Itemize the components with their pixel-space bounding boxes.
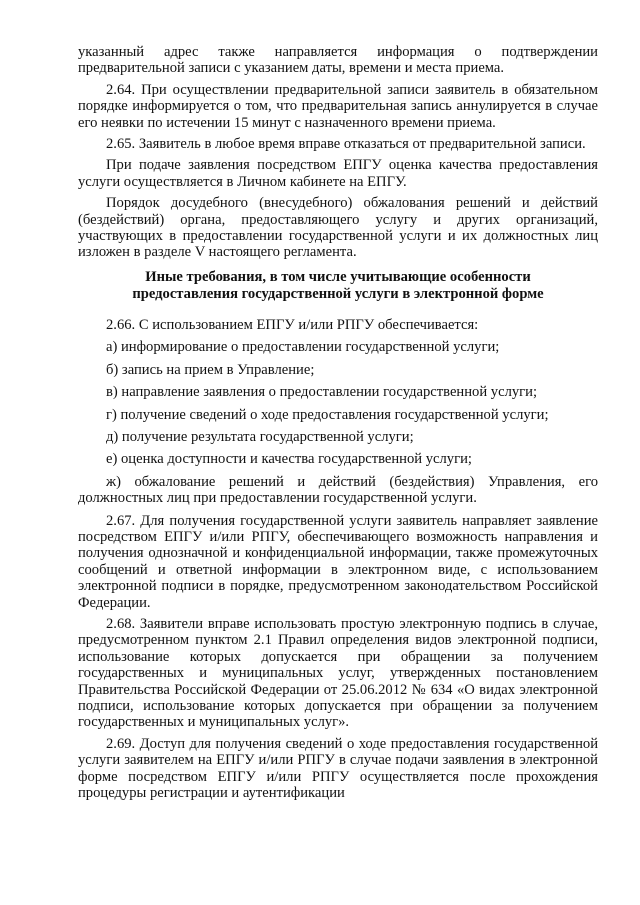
paragraph-2-65: 2.65. Заявитель в любое время вправе отказаться от предварительной записи. bbox=[106, 136, 586, 153]
list-item-d: д) получение результата государственной услуги; bbox=[106, 428, 414, 445]
list-item-g: г) получение сведений о ходе предоставления государственной услуги; bbox=[106, 406, 549, 423]
paragraph-continuation: указанный адрес также направляется информация о подтверждении предварительной записи с указанием даты, времени и места приема. bbox=[78, 44, 598, 77]
paragraph-2-69: 2.69. Доступ для получения сведений о ходе предоставления государственной услуги заявителем на ЕПГУ и/или РПГУ в случае подачи заявления в электронной форме посредством ЕПГУ и/или РПГУ осуществляется после прохождения процедуры регистрации и аутентификации bbox=[78, 735, 598, 802]
list-item-a: а) информирование о предоставлении государственной услуги; bbox=[106, 339, 500, 356]
section-heading-line-2: предоставления государственной услуги в электронной форме bbox=[132, 285, 544, 302]
paragraph-2-64: 2.64. При осуществлении предварительной записи заявитель в обязательном порядке информируется о том, что предварительная запись аннулируется в случае его неявки по истечении 15 минут с назначенного времени приема. bbox=[78, 81, 598, 131]
paragraph-2-67: 2.67. Для получения государственной услуги заявитель направляет заявление посредством ЕПГУ и/или РПГУ, обеспечивающего возможность направления и получения однозначной и конфиденциальной информации, также промежуточных сообщений и ответной информации в электронном виде, с использованием электронной подписи в порядке, предусмотренном законодательством Российской Федерации. bbox=[78, 512, 598, 611]
section-heading bbox=[78, 269, 598, 303]
list-item-v: в) направление заявления о предоставлении государственной услуги; bbox=[106, 384, 538, 401]
list-item-b: б) запись на прием в Управление; bbox=[106, 361, 315, 378]
paragraph-epgu-quality: При подаче заявления посредством ЕПГУ оценка качества предоставления услуги осуществляется в Личном кабинете на ЕПГУ. bbox=[78, 157, 598, 190]
document-page bbox=[78, 44, 598, 806]
section-heading-line-1: Иные требования, в том числе учитывающие особенности bbox=[145, 268, 531, 285]
paragraph-appeal: Порядок досудебного (внесудебного) обжалования решений и действий (бездействий) органа, предоставляющего услугу и других организаций, участвующих в предоставлении государственной услуги и их должностных лиц изложен в разделе V настоящего регламента. bbox=[78, 195, 598, 261]
list-intro-2-66: 2.66. С использованием ЕПГУ и/или РПГУ обеспечивается: bbox=[106, 316, 479, 333]
list-item-e: е) оценка доступности и качества государственной услуги; bbox=[106, 451, 472, 468]
list-item-zh: ж) обжалование решений и действий (бездействия) Управления, его должностных лиц при предоставлении государственной услуги. bbox=[78, 473, 598, 507]
paragraph-2-68: 2.68. Заявители вправе использовать простую электронную подпись в случае, предусмотренном пунктом 2.1 Правил определения видов электронной подписи, использование которых допускается при обращении за получением государственных и муниципальных услуг, утвержденных постановлением Правительства Российской Федерации от 25.06.2012 № 634 «О видах электронной подписи, использование которых допускается при обращении за получением государственных и муниципальных услуг». bbox=[78, 615, 598, 731]
